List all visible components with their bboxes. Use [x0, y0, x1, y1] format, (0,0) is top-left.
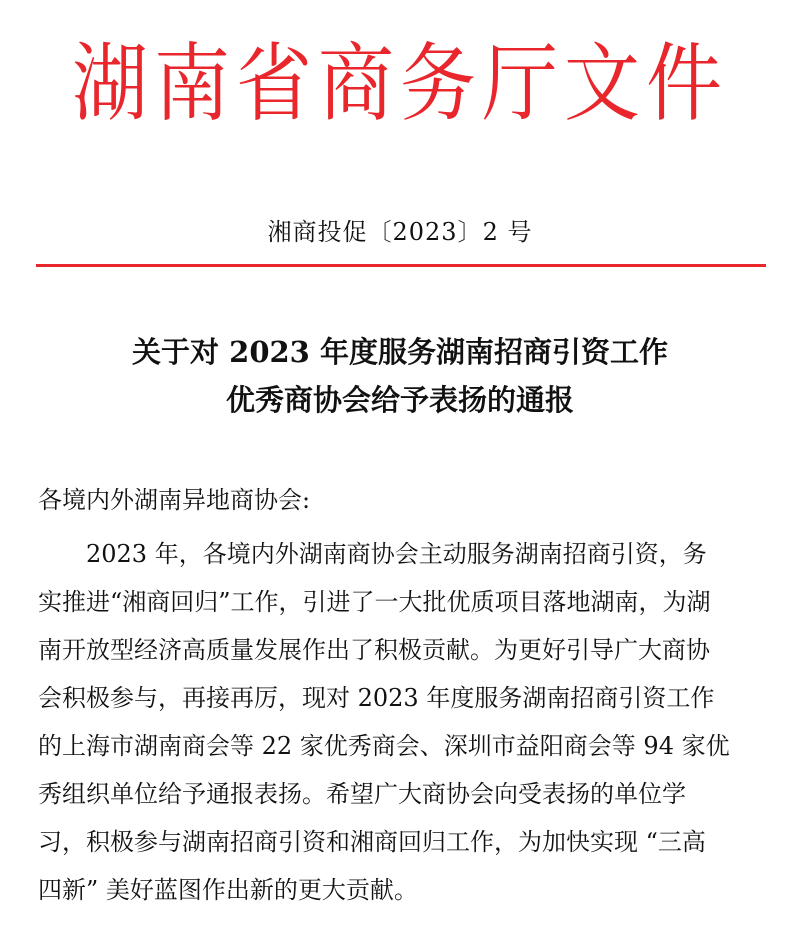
body-line: 2023 年，各境内外湖南商协会主动服务湖南招商引资，务 [86, 540, 707, 568]
title-line-1: 关于对 2023 年度服务湖南招商引资工作 [132, 335, 668, 369]
document-number: 湘商投促〔2023〕2 号 [267, 218, 533, 246]
body-paragraph [38, 530, 768, 914]
body-line: 习，积极参与湖南招商引资和湘商回归工作，为加快实现 “三高 [38, 828, 706, 856]
title-line-2: 优秀商协会给予表扬的通报 [225, 383, 574, 417]
body-line: 四新” 美好蓝图作出新的更大贡献。 [38, 876, 418, 904]
body-line: 会积极参与，再接再厉，现对 2023 年度服务湖南招商引资工作 [38, 684, 715, 712]
body-line: 的上海市湖南商会等 22 家优秀商会、深圳市益阳商会等 94 家优 [38, 732, 730, 760]
document-title [0, 328, 800, 424]
body-line: 秀组织单位给予通报表扬。希望广大商协会向受表扬的单位学 [38, 780, 686, 808]
body-line: 南开放型经济高质量发展作出了积极贡献。为更好引导广大商协 [38, 636, 710, 664]
document-masthead: 湖南省商务厅文件 [72, 33, 728, 134]
body-line: 实推进“湘商回归”工作，引进了一大批优质项目落地湖南，为湖 [38, 588, 711, 616]
red-divider-line [36, 264, 766, 267]
salutation: 各境内外湖南异地商协会: [38, 486, 311, 514]
